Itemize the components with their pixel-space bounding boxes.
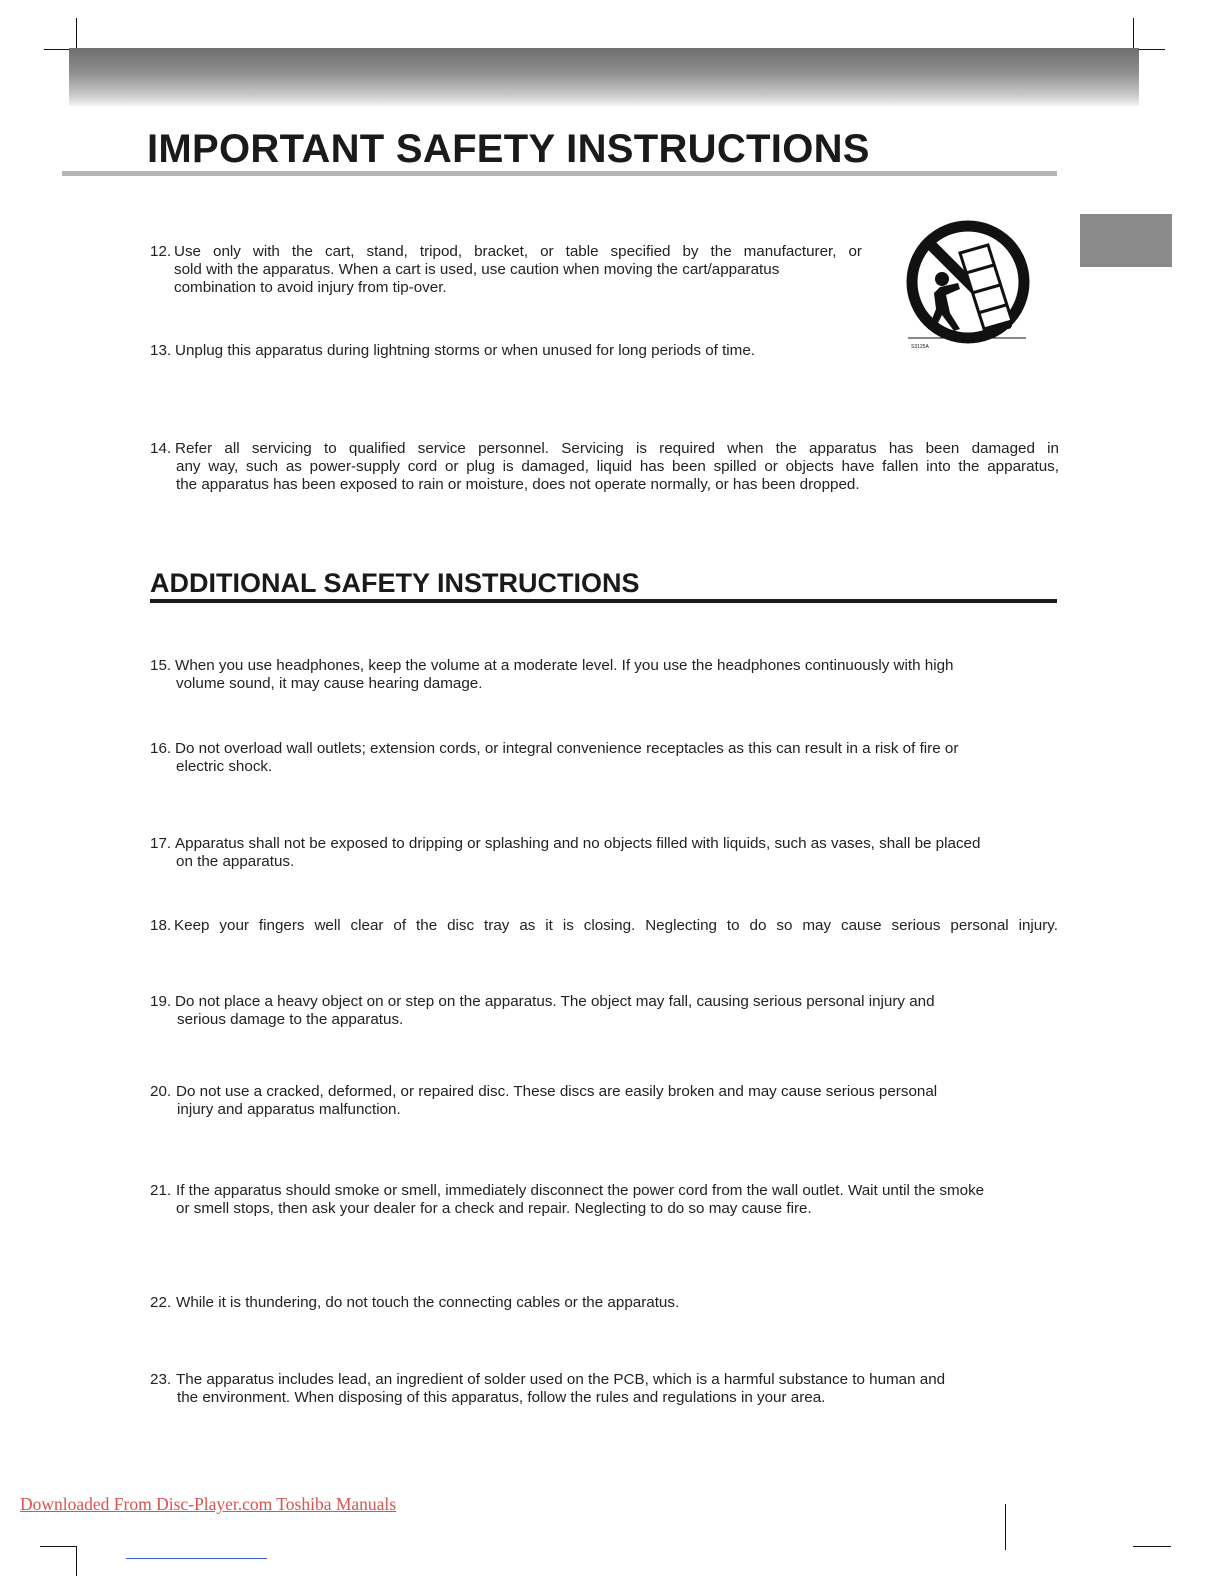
item-line: sold with the apparatus. When a cart is used, use caution when moving the cart/apparatus [174,261,780,278]
item-line: When you use headphones, keep the volume at a moderate level. If you use the headphones continuously with high [175,657,954,674]
item-line: Apparatus shall not be exposed to dripping or splashing and no objects filled with liquids, such as vases, shall be placed [175,835,981,852]
item-line: While it is thundering, do not touch the connecting cables or the apparatus. [176,1294,680,1311]
instruction-item-18 [150,917,1058,935]
item-line: the apparatus has been exposed to rain or moisture, does not operate normally, or has been dropped. [176,476,860,493]
item-number: 13. [150,342,172,359]
cart-tip-over-warning-icon [900,217,1032,347]
crop-mark-bottom-left-h [40,1546,77,1547]
instruction-item-23 [150,1371,945,1407]
item-number: 15. [150,657,172,674]
instruction-item-13 [150,342,755,360]
footer-blue-rule [126,1558,267,1559]
item-number: 12. [150,243,172,260]
figure-code: S3125A [911,344,929,350]
header-gradient-band [69,48,1139,106]
instruction-item-21 [150,1182,984,1218]
item-line: Do not overload wall outlets; extension cords, or integral convenience receptacles as this can result in a risk of fire or [175,740,959,757]
item-number: 17. [150,835,172,852]
item-line: on the apparatus. [176,853,295,870]
instruction-item-20 [150,1083,937,1119]
item-line: any way, such as power-supply cord or plug is damaged, liquid has been spilled or objects have fallen into the apparatus, [176,458,1059,475]
instruction-item-17 [150,835,980,871]
instruction-item-16 [150,740,958,776]
item-line: Refer all servicing to qualified service personnel. Servicing is required when the apparatus has been damaged in [175,440,1059,457]
item-number: 16. [150,740,172,757]
additional-section-title: ADDITIONAL SAFETY INSTRUCTIONS [150,568,640,598]
title-underline [62,171,1057,176]
item-number: 14. [150,440,172,457]
section-side-tab [1080,214,1172,267]
instruction-item-15 [150,657,953,693]
instruction-item-12 [150,243,862,297]
item-line: Do not place a heavy object on or step on the apparatus. The object may fall, causing serious personal injury and [175,993,935,1010]
item-number: 21. [150,1182,172,1199]
item-line: Do not use a cracked, deformed, or repaired disc. These discs are easily broken and may cause serious personal [176,1083,938,1100]
source-download-link[interactable]: Downloaded From Disc-Player.com Toshiba Manuals [20,1494,397,1514]
crop-mark-bottom-right-h [1133,1546,1171,1547]
crop-mark-top-right-v [1133,18,1134,50]
instruction-item-22 [150,1294,679,1312]
item-number: 19. [150,993,172,1010]
item-line: serious damage to the apparatus. [177,1011,404,1028]
item-line: volume sound, it may cause hearing damage. [176,675,483,692]
crop-mark-top-left-v [76,18,77,50]
item-number: 22. [150,1294,172,1311]
additional-title-underline [150,599,1057,603]
instruction-item-19 [150,993,935,1029]
item-number: 20. [150,1083,172,1100]
item-line: or smell stops, then ask your dealer for a check and repair. Neglecting to do so may cause fire. [176,1200,812,1217]
item-number: 23. [150,1371,172,1388]
item-line: If the apparatus should smoke or smell, immediately disconnect the power cord from the wall outlet. Wait until the smoke [176,1182,985,1199]
item-line: injury and apparatus malfunction. [177,1101,401,1118]
crop-mark-bottom-left-v [76,1546,77,1576]
page-title: IMPORTANT SAFETY INSTRUCTIONS [147,127,870,171]
item-line: electric shock. [176,758,273,775]
item-line: the environment. When disposing of this apparatus, follow the rules and regulations in your area. [177,1389,826,1406]
item-line: combination to avoid injury from tip-over. [174,279,447,296]
cart-tip-over-warning-figure [900,217,1032,357]
item-line: Use only with the cart, stand, tripod, bracket, or table specified by the manufacturer, or [174,243,862,260]
item-line: The apparatus includes lead, an ingredient of solder used on the PCB, which is a harmful substance to human and [176,1371,946,1388]
item-line: Keep your fingers well clear of the disc tray as it is closing. Neglecting to do so may cause serious personal injury. [174,917,1058,934]
item-line: Unplug this apparatus during lightning storms or when unused for long periods of time. [175,342,755,359]
item-number: 18. [150,917,172,934]
instruction-item-14 [150,440,1059,494]
crop-mark-bottom-right-v [1005,1504,1006,1550]
